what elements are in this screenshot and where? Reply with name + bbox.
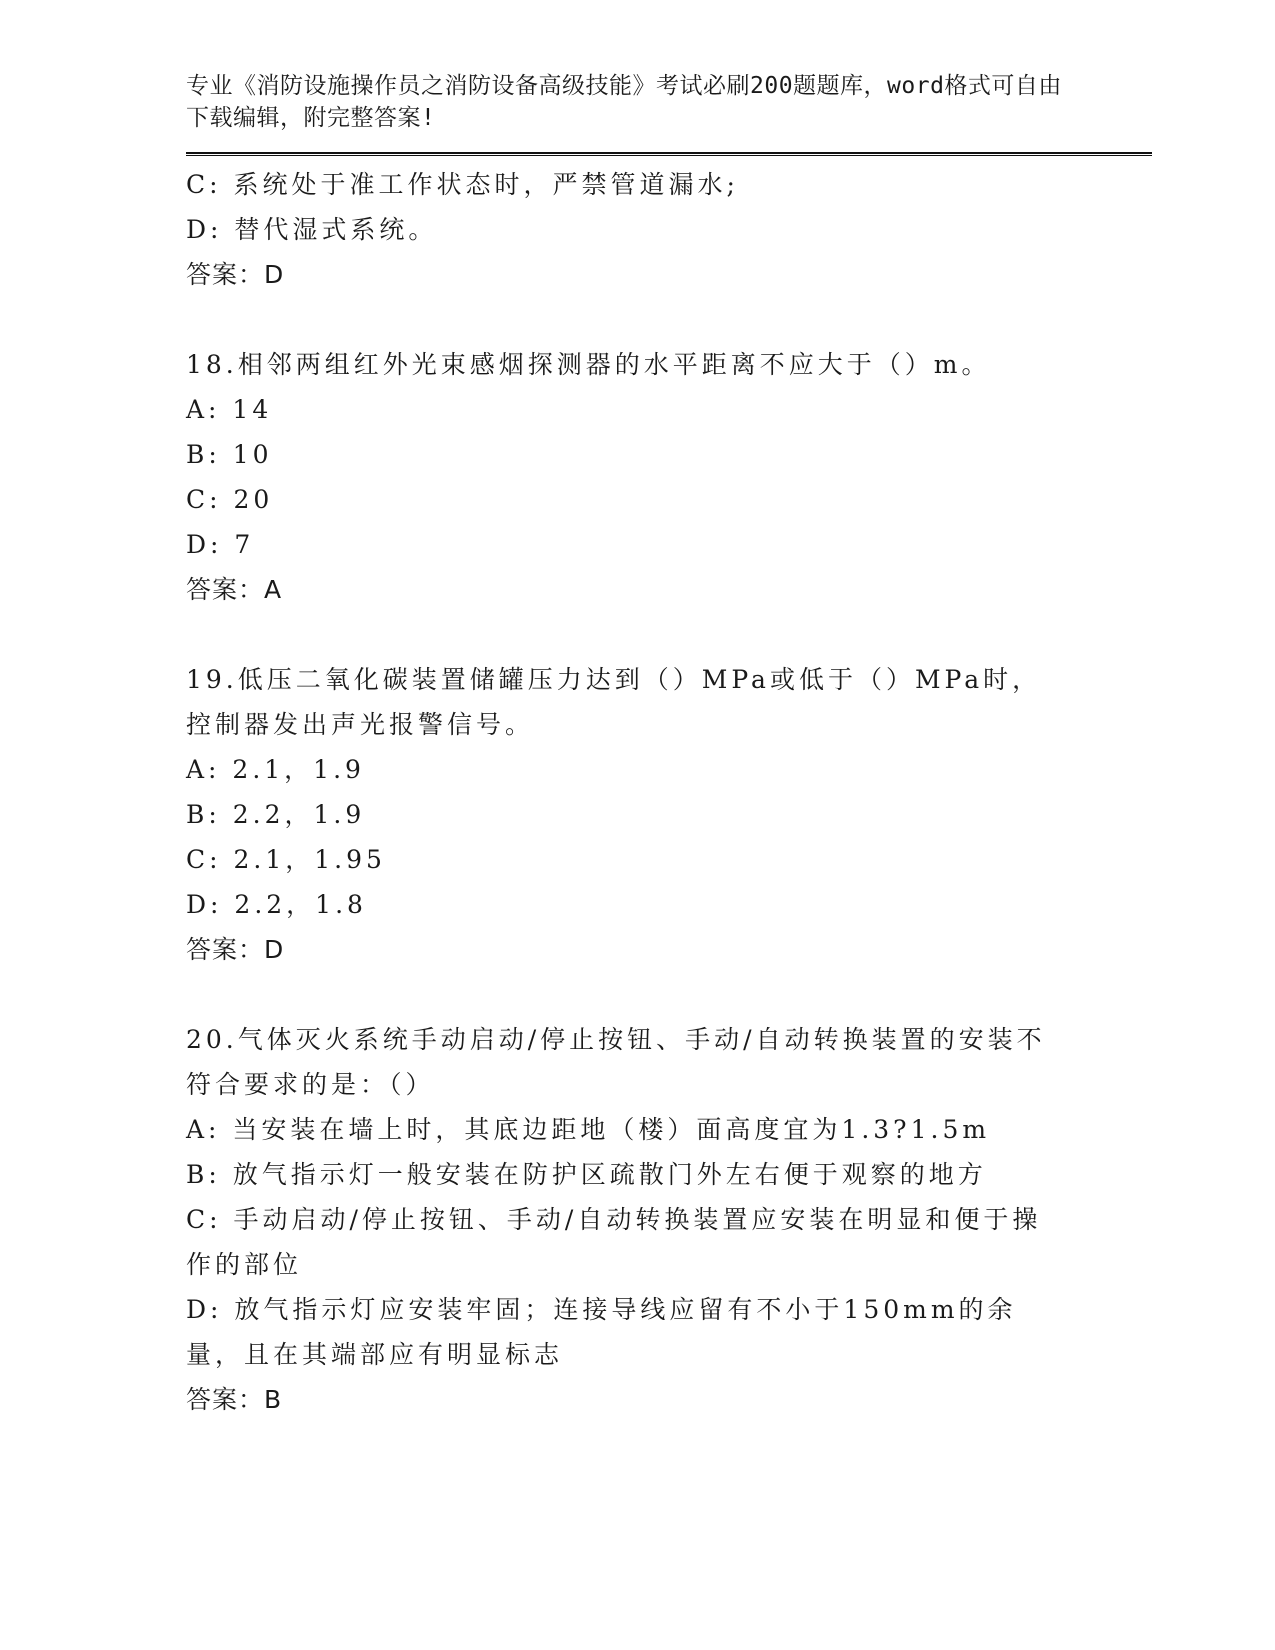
question-19 — [186, 657, 1146, 972]
answer: 答案：D — [186, 935, 285, 964]
previous-question-tail — [186, 162, 1146, 297]
spacer — [186, 612, 1146, 657]
question-20 — [186, 1017, 1146, 1422]
question-stem: 18.相邻两组红外光束感烟探测器的水平距离不应大于（）m。 — [186, 350, 991, 379]
option-a: A: 2.1，1.9 — [186, 755, 365, 784]
option-b: B: 10 — [186, 440, 273, 469]
document-header: 专业《消防设施操作员之消防设备高级技能》考试必刷200题题库，word格式可自由下载编辑，附完整答案! — [186, 73, 1062, 131]
answer: 答案：D — [186, 260, 285, 289]
question-18 — [186, 342, 1146, 612]
document-content — [186, 162, 1146, 1422]
option-c: C: 系统处于准工作状态时，严禁管道漏水; — [186, 170, 739, 199]
option-d: D: 替代湿式系统。 — [186, 215, 438, 244]
answer: 答案：A — [186, 575, 283, 604]
option-b: B: 放气指示灯一般安装在防护区疏散门外左右便于观察的地方 — [186, 1160, 987, 1189]
option-d: D: 2.2，1.8 — [186, 890, 367, 919]
option-c: C: 手动启动/停止按钮、手动/自动转换装置应安装在明显和便于操作的部位 — [186, 1205, 1042, 1279]
option-a: A: 14 — [186, 395, 273, 424]
option-b: B: 2.2，1.9 — [186, 800, 366, 829]
header-divider — [186, 152, 1152, 156]
document-page — [186, 70, 1146, 1422]
question-stem: 19.低压二氧化碳装置储罐压力达到（）MPa或低于（）MPa时，控制器发出声光报警信号。 — [186, 665, 1042, 739]
question-stem: 20.气体灭火系统手动启动/停止按钮、手动/自动转换装置的安装不符合要求的是：（） — [186, 1025, 1046, 1099]
option-d: D: 放气指示灯应安装牢固；连接导线应留有不小于150mm的余量，且在其端部应有明显标志 — [186, 1295, 1017, 1369]
answer: 答案：B — [186, 1385, 283, 1414]
option-c: C: 2.1，1.95 — [186, 845, 386, 874]
option-c: C: 20 — [186, 485, 274, 514]
option-d: D: 7 — [186, 530, 255, 559]
spacer — [186, 972, 1146, 1017]
option-a: A: 当安装在墙上时，其底边距地（楼）面高度宜为1.3?1.5m — [186, 1115, 991, 1144]
spacer — [186, 297, 1146, 342]
